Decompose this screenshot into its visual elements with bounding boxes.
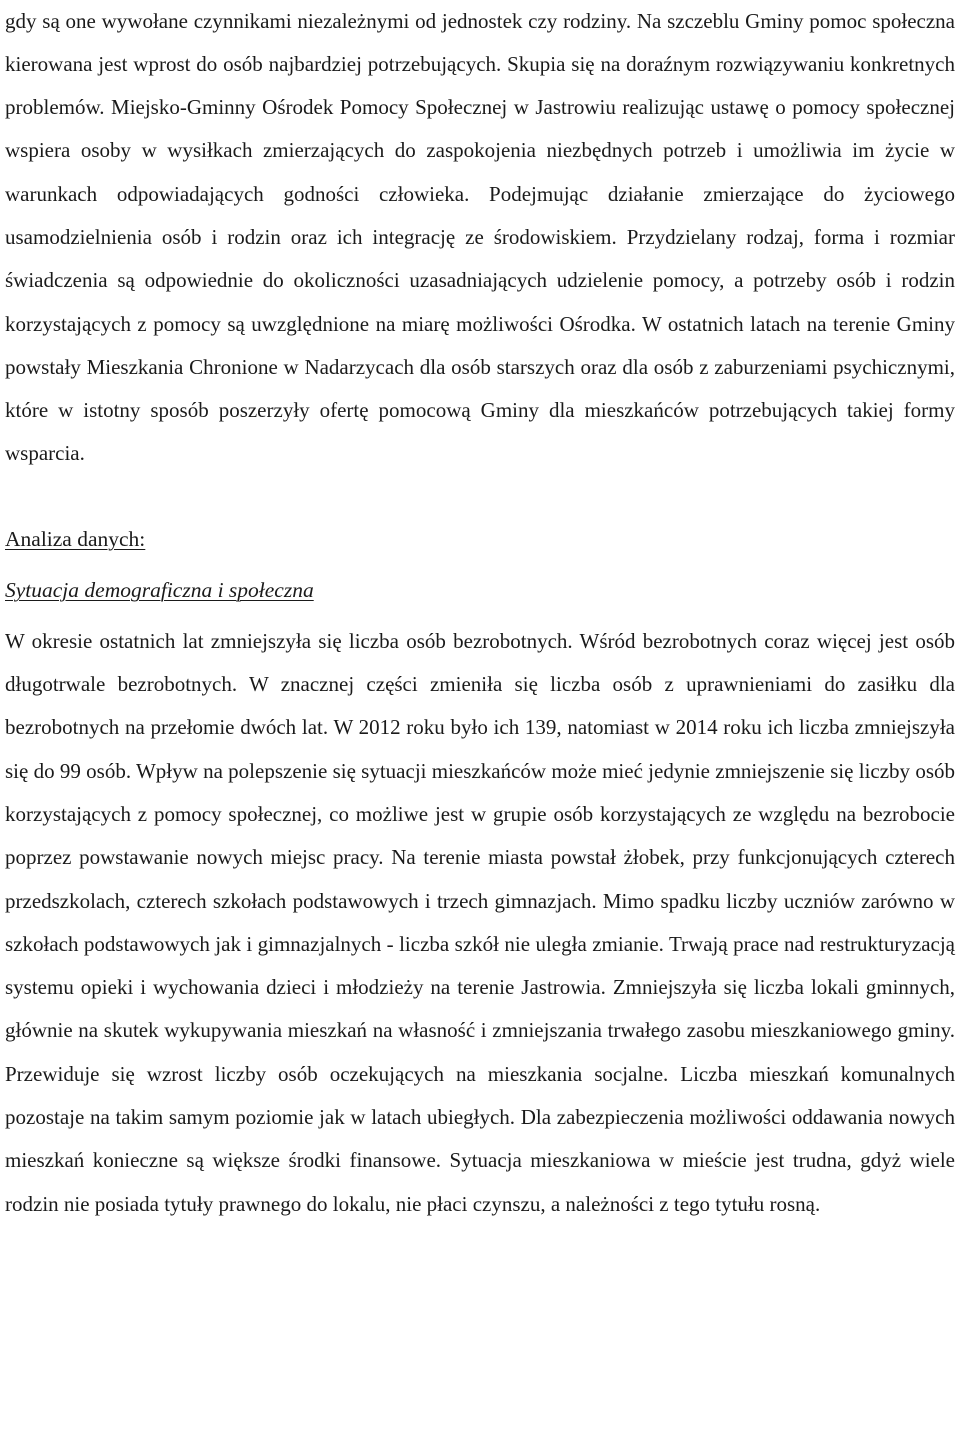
document-page [5, 0, 955, 1226]
paragraph-social-assistance: gdy są one wywołane czynnikami niezależnymi od jednostek czy rodziny. Na szczeblu Gminy pomoc społeczna kierowana jest wprost do osób najbardziej potrzebujących. Skupia się na doraźnym rozwiązywaniu konkretnych problemów. Miejsko-Gminny Ośrodek Pomocy Społecznej w Jastrowiu realizując ustawę o pomocy społecznej wspiera osoby w wysiłkach zmierzających do zaspokojenia niezbędnych potrzeb i umożliwia im życie w warunkach odpowiadających godności człowieka. Podejmując działanie zmierzające do życiowego usamodzielnienia osób i rodzin oraz ich integrację ze środowiskiem. Przydzielany rodzaj, forma i rozmiar świadczenia są odpowiednie do okoliczności uzasadniających udzielenie pomocy, a potrzeby osób i rodzin korzystających z pomocy są uwzględnione na miarę możliwości Ośrodka. W ostatnich latach na terenie Gminy powstały Mieszkania Chronione w Nadarzycach dla osób starszych oraz dla osób z zaburzeniami psychicznymi, które w istotny sposób poszerzyły ofertę pomocową Gminy dla mieszkańców potrzebujących takiej formy wsparcia. [5, 8, 955, 466]
sub-heading: Sytuacja demograficzna i społeczna [5, 577, 314, 602]
section-heading: Analiza danych: [5, 526, 146, 551]
paragraph-demographic-situation: W okresie ostatnich lat zmniejszyła się liczba osób bezrobotnych. Wśród bezrobotnych coraz więcej jest osób długotrwale bezrobotnych. W znacznej części zmieniła się liczba osób z uprawnieniami do zasiłku dla bezrobotnych na przełomie dwóch lat. W 2012 roku było ich 139, natomiast w 2014 roku ich liczba zmniejszyła się do 99 osób. Wpływ na polepszenie się sytuacji mieszkańców może mieć jedynie zmniejszenie się liczby osób korzystających z pomocy społecznej, co możliwe jest w grupie osób korzystających ze względu na bezrobocie poprzez powstawanie nowych miejsc pracy. Na terenie miasta powstał żłobek, przy funkcjonujących czterech przedszkolach, czterech szkołach podstawowych i trzech gimnazjach. Mimo spadku liczby uczniów zarówno w szkołach podstawowych jak i gimnazjalnych - liczba szkół nie uległa zmianie. Trwają prace nad restrukturyzacją systemu opieki i wychowania dzieci i młodzieży na terenie Jastrowia. Zmniejszyła się liczba lokali gminnych, głównie na skutek wykupywania mieszkań na własność i zmniejszania trwałego zasobu mieszkaniowego gminy. Przewiduje się wzrost liczby osób oczekujących na mieszkania socjalne. Liczba mieszkań komunalnych pozostaje na takim samym poziomie jak w latach ubiegłych. Dla zabezpieczenia możliwości oddawania nowych mieszkań konieczne są większe środki finansowe. Sytuacja mieszkaniowa w mieście jest trudna, gdyż wiele rodzin nie posiada tytuły prawnego do lokalu, nie płaci czynszu, a należności z tego tytułu rosną. [5, 628, 955, 1216]
